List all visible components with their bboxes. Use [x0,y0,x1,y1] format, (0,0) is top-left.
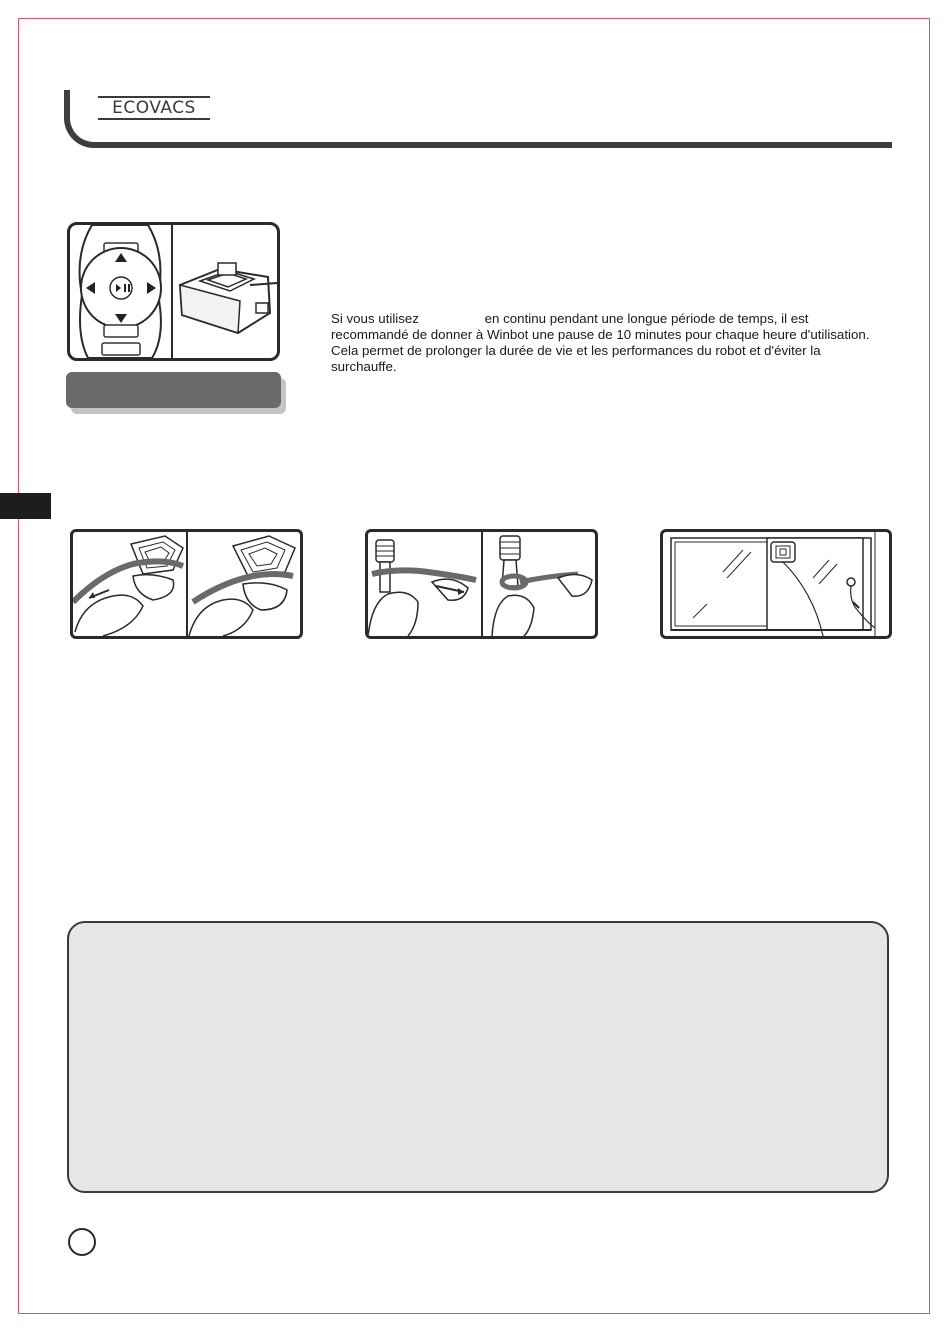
pad-strap-removal-illustration [70,529,303,639]
notice-box [67,921,889,1193]
section-label-bar [66,372,281,408]
usage-notice-paragraph [331,311,871,375]
notice-text-after: en continu pendant une longue période de temps, il est recommandé de donner à Winbot une pause de 10 minutes pour chaque heure d'utilisation. Cela permet de prolonger la durée de vie et les performances du robot et d'éviter la surchauffe. [331,311,870,374]
page-number-circle [68,1228,96,1256]
notice-text-before: Si vous utilisez [331,311,419,326]
window-installation-illustration [660,529,892,639]
ecovacs-logo [98,96,210,120]
section-side-tab [0,493,51,519]
cord-strap-removal-illustration [365,529,598,639]
logo-text: ECOVACS [112,98,196,118]
remote-control-illustration [67,222,280,361]
